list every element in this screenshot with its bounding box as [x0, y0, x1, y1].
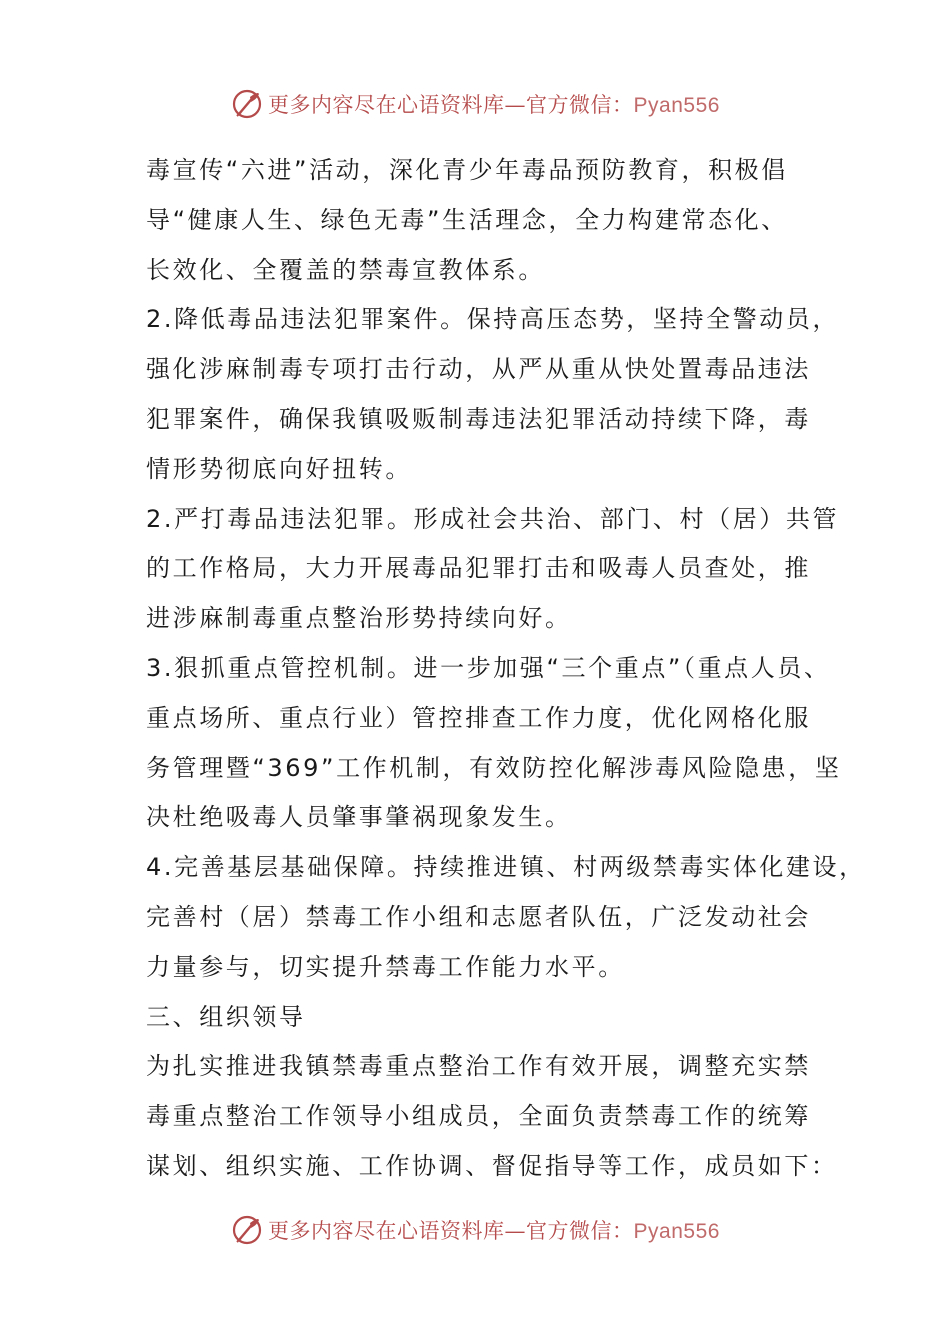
watermark-contact: Pyan556 — [633, 94, 720, 117]
watermark-text — [268, 89, 720, 119]
document-body — [146, 146, 866, 1192]
text-line: 4.完善基层基础保障。持续推进镇、村两级禁毒实体化建设， — [146, 853, 866, 882]
text-line: 犯罪案件，确保我镇吸贩制毒违法犯罪活动持续下降，毒 — [146, 404, 811, 433]
watermark-contact: Pyan556 — [633, 1220, 720, 1243]
quill-pen-in-circle-icon — [230, 87, 264, 121]
quill-pen-in-circle-icon — [230, 1213, 264, 1247]
text-line: 毒重点整治工作领导小组成员，全面负责禁毒工作的统筹 — [146, 1102, 811, 1131]
text-line: 长效化、全覆盖的禁毒宣教体系。 — [146, 255, 545, 284]
text-line: 力量参与，切实提升禁毒工作能力水平。 — [146, 952, 625, 981]
text-line: 务管理暨“369”工作机制，有效防控化解涉毒风险隐患，坚 — [146, 753, 842, 782]
text-line: 导“健康人生、绿色无毒”生活理念，全力构建常态化、 — [146, 205, 788, 234]
text-line: 情形势彻底向好扭转。 — [146, 454, 412, 483]
text-line: 三、组织领导 — [146, 1002, 306, 1031]
text-line: 谋划、组织实施、工作协调、督促指导等工作，成员如下： — [146, 1151, 838, 1180]
text-line: 重点场所、重点行业）管控排查工作力度，优化网格化服 — [146, 703, 811, 732]
text-line: 毒宣传“六进”活动，深化青少年毒品预防教育，积极倡 — [146, 156, 788, 184]
text-line: 强化涉麻制毒专项打击行动，从严从重从快处置毒品违法 — [146, 355, 811, 384]
watermark-text — [268, 1215, 720, 1245]
watermark-label: 更多内容尽在心语资料库—官方微信： — [268, 93, 634, 117]
header-watermark — [0, 84, 950, 124]
text-line: 决杜绝吸毒人员肇事肇祸现象发生。 — [146, 803, 572, 832]
footer-watermark — [0, 1210, 950, 1250]
text-line: 2.降低毒品违法犯罪案件。保持高压态势，坚持全警动员， — [146, 305, 840, 334]
text-line: 完善村（居）禁毒工作小组和志愿者队伍，广泛发动社会 — [146, 902, 811, 931]
text-line: 2.严打毒品违法犯罪。形成社会共治、部门、村（居）共管 — [146, 504, 840, 533]
text-line: 进涉麻制毒重点整治形势持续向好。 — [146, 604, 572, 633]
text-line: 的工作格局，大力开展毒品犯罪打击和吸毒人员查处，推 — [146, 554, 811, 583]
text-line: 3.狠抓重点管控机制。进一步加强“三个重点”（重点人员、 — [146, 653, 831, 682]
text-line: 为扎实推进我镇禁毒重点整治工作有效开展，调整充实禁 — [146, 1052, 811, 1081]
watermark-label: 更多内容尽在心语资料库—官方微信： — [268, 1219, 634, 1243]
